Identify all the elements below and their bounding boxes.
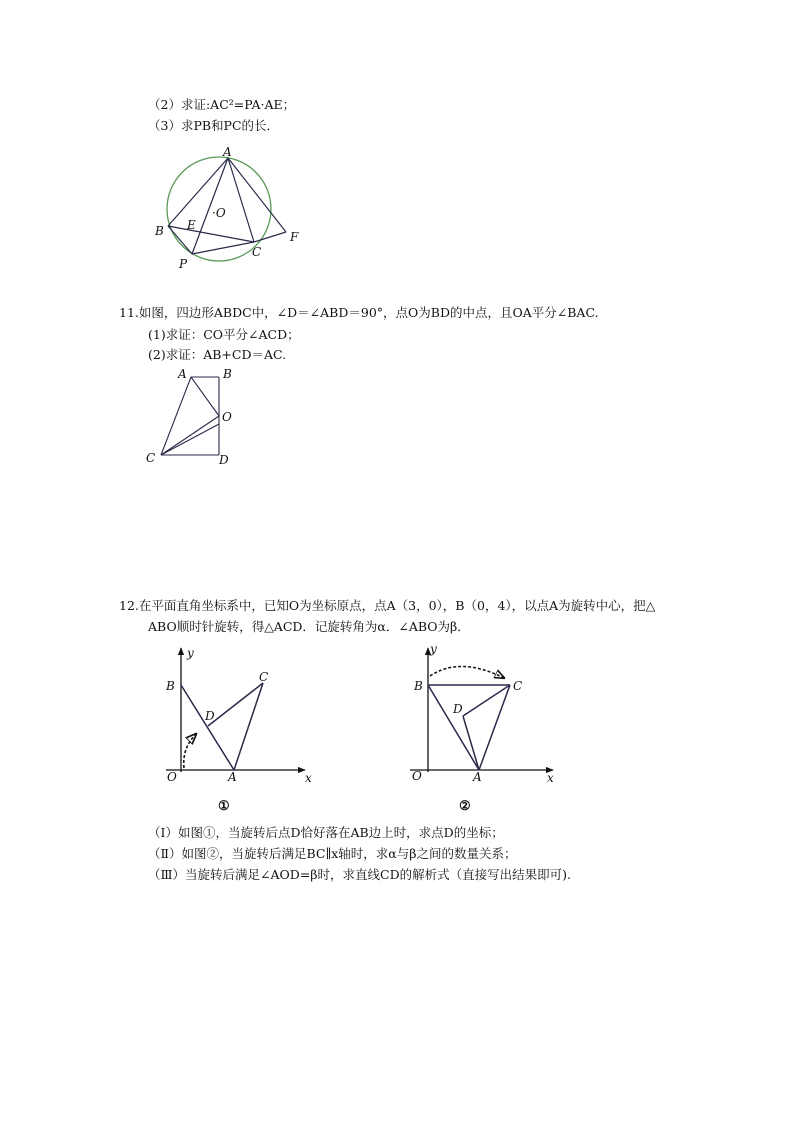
segment-AO — [191, 377, 219, 416]
problem11-part2: (2)求证：AB+CD＝AC. — [148, 347, 287, 362]
segment-PC — [192, 242, 254, 254]
label-B: B — [155, 224, 164, 238]
segment-AF — [228, 158, 286, 232]
segment-CA — [161, 377, 191, 455]
label-C: C — [513, 679, 523, 693]
label-C: C — [252, 245, 262, 259]
problem12-part2: （Ⅱ）如图②，当旋转后满足BC∥x轴时，求α与β之间的数量关系； — [148, 846, 517, 861]
figure-caption-2: ② — [459, 799, 471, 814]
coordinate-figure-1 — [158, 640, 328, 820]
segment-AC — [234, 683, 263, 770]
label-y: y — [430, 642, 437, 656]
segment-AD — [463, 716, 479, 770]
segment-DC — [463, 685, 510, 716]
problem11-part1: (1)求证：CO平分∠ACD； — [148, 327, 300, 342]
label-x: x — [305, 771, 312, 785]
label-O: ·O — [212, 206, 226, 220]
figure-caption-1: ① — [218, 799, 230, 814]
problem12-stem-line1: 12.在平面直角坐标系中，已知O为坐标原点，点A（3，0），B（0，4），以点A为旋转中心，把△ — [119, 598, 656, 613]
label-P: P — [179, 257, 188, 271]
segment-CF — [254, 232, 286, 242]
problem12-stem-line2: ABO顺时针旋转，得△ACD．记旋转角为α．∠ABO为β． — [148, 619, 470, 634]
label-O: O — [222, 410, 232, 424]
segment-AC — [479, 685, 510, 770]
label-F: F — [290, 230, 299, 244]
problem10-part2: （2）求证:AC²=PA·AE； — [148, 97, 296, 112]
segment-CE — [161, 424, 219, 455]
label-C: C — [259, 670, 269, 684]
segment-AC — [228, 158, 254, 242]
label-A: A — [228, 770, 237, 784]
rotation-arrow — [184, 734, 196, 768]
label-A: A — [178, 367, 187, 381]
problem12-part1: （Ⅰ）如图①，当旋转后点D恰好落在AB边上时，求点D的坐标； — [148, 825, 504, 840]
label-B: B — [223, 367, 232, 381]
segment-BA — [428, 685, 479, 770]
label-A: A — [223, 145, 232, 159]
label-O: O — [412, 769, 422, 783]
label-x: x — [547, 771, 554, 785]
segment-BC — [168, 226, 254, 242]
coordinate-figure-2 — [400, 640, 560, 820]
label-D: D — [205, 709, 215, 723]
label-O: O — [167, 770, 177, 784]
problem12-part3: （Ⅲ）当旋转后满足∠AOD=β时，求直线CD的解析式（直接写出结果即可). — [148, 867, 571, 882]
segment-CO — [161, 416, 219, 455]
label-E: E — [187, 218, 196, 232]
label-y: y — [187, 646, 194, 660]
rotation-arrow — [430, 666, 504, 678]
label-A: A — [473, 770, 482, 784]
label-D: D — [219, 453, 229, 467]
segment-BA — [181, 685, 234, 770]
circle-figure — [150, 145, 310, 275]
label-C: C — [146, 451, 156, 465]
problem11-stem: 11.如图，四边形ABDC中，∠D＝∠ABD＝90°，点O为BD的中点，且OA平分∠BAC. — [119, 305, 599, 320]
problem10-part3: （3）求PB和PC的长． — [148, 118, 280, 133]
label-B: B — [166, 679, 175, 693]
segment-CD — [208, 683, 263, 726]
label-B: B — [414, 679, 423, 693]
quadrilateral-figure — [140, 365, 240, 470]
label-D: D — [453, 702, 463, 716]
